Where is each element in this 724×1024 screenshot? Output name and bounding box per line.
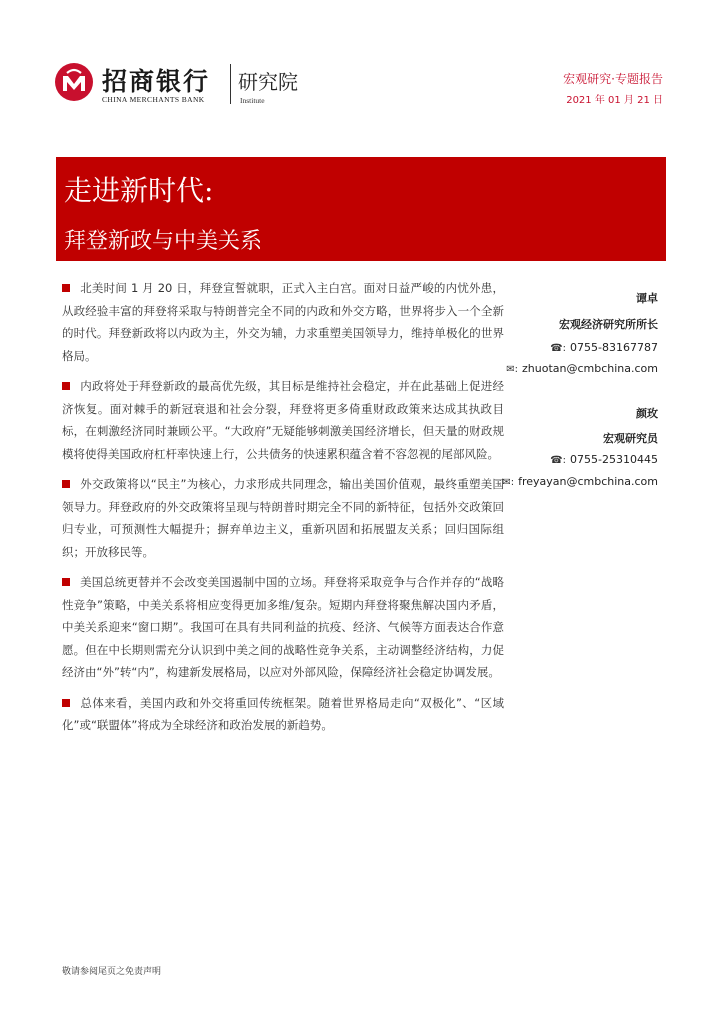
summary-paragraph: 北美时间 1 月 20 日，拜登宣誓就职，正式入主白宫。面对日益严峻的内忧外患，从政经验丰富的拜登将采取与特朗普完全不同的内政和外交方略，世界将步入一个全新的时代。拜登新政将以内政为主，外交为辅，力求重塑美国领导力，维持单极化的世界格局。: [62, 281, 504, 363]
brand-name-en: CHINA MERCHANTS BANK: [102, 95, 205, 104]
summary-paragraph: 总体来看，美国内政和外交将重回传统框架。随着世界格局走向“双极化”、“区域化”或“联盟体”将成为全球经济和政治发展的新趋势。: [62, 695, 504, 732]
summary-paragraph: 内政将处于拜登新政的最高优先级，其目标是维持社会稳定，并在此基础上促进经济恢复。面对棘手的新冠衰退和社会分裂，拜登将更多倚重财政政策来达成其执政目标，在刺激经济同时兼顾公平。“大政府”无疑能够刺激美国经济增长，但天量的财政规模将使得美国政府杠杆率快速上行，公共债务的快速累积蕴含着不容忽视的尾部风险。: [62, 379, 504, 461]
brand-name-cn: 招商银行: [102, 67, 211, 96]
summary-content: [62, 277, 504, 745]
bullet-icon: [62, 284, 70, 292]
disclaimer-note: 敬请参阅尾页之免责声明: [62, 967, 162, 977]
phone-icon: ☎:: [550, 455, 567, 466]
report-title: 走进新时代:: [64, 174, 214, 207]
analyst-title: 宏观研究员: [603, 432, 658, 445]
institute-name-en: Institute: [240, 96, 265, 105]
summary-paragraph: 外交政策将以“民主”为核心，力求形成共同理念，输出美国价值观，最终重塑美国领导力。拜登政府的外交政策将呈现与特朗普时期完全不同的新特征，包括外交政策回归专业，可预测性大幅提升；摒弃单边主义，重新巩固和拓展盟友关系；回归国际组织；开放移民等。: [62, 477, 504, 559]
email-icon: ✉:: [502, 477, 515, 488]
analyst-name: 谭卓: [636, 292, 658, 305]
bullet-icon: [62, 382, 70, 390]
report-subtitle: 拜登新政与中美关系: [64, 229, 263, 254]
cmb-logo-icon: [54, 62, 94, 102]
analyst-email[interactable]: ✉: zhuotan@cmbchina.com: [506, 362, 658, 375]
bullet-icon: [62, 578, 70, 586]
analyst-phone: ☎: 0755-83167787: [550, 341, 658, 354]
bullet-icon: [62, 699, 70, 707]
analyst-title: 宏观经济研究所所长: [559, 318, 658, 331]
analyst-phone: ☎: 0755-25310445: [550, 453, 658, 466]
analyst-name: 颜玫: [636, 407, 658, 420]
institute-name-cn: 研究院: [238, 70, 298, 94]
phone-icon: ☎:: [550, 343, 567, 354]
bullet-icon: [62, 480, 70, 488]
email-icon: ✉:: [506, 364, 518, 375]
brand-divider: [230, 64, 231, 104]
analyst-email[interactable]: ✉: freyayan@cmbchina.com: [502, 475, 658, 488]
report-date: 2021 年 01 月 21 日: [566, 95, 663, 106]
summary-paragraph: 美国总统更替并不会改变美国遏制中国的立场。拜登将采取竞争与合作并存的“战略性竞争”策略，中美关系将相应变得更加多维/复杂。短期内拜登将聚焦解决国内矛盾，中美关系迎来“窗口期”。我国可在具有共同利益的抗疫、经济、气候等方面表达合作意愿。但在中长期则需充分认识到中美之间的战略性竞争关系，主动调整经济结构，力促经济由“外”转“内”，构建新发展格局，以应对外部风险，保障经济社会稳定协调发展。: [62, 575, 504, 679]
report-type: 宏观研究·专题报告: [563, 72, 663, 86]
